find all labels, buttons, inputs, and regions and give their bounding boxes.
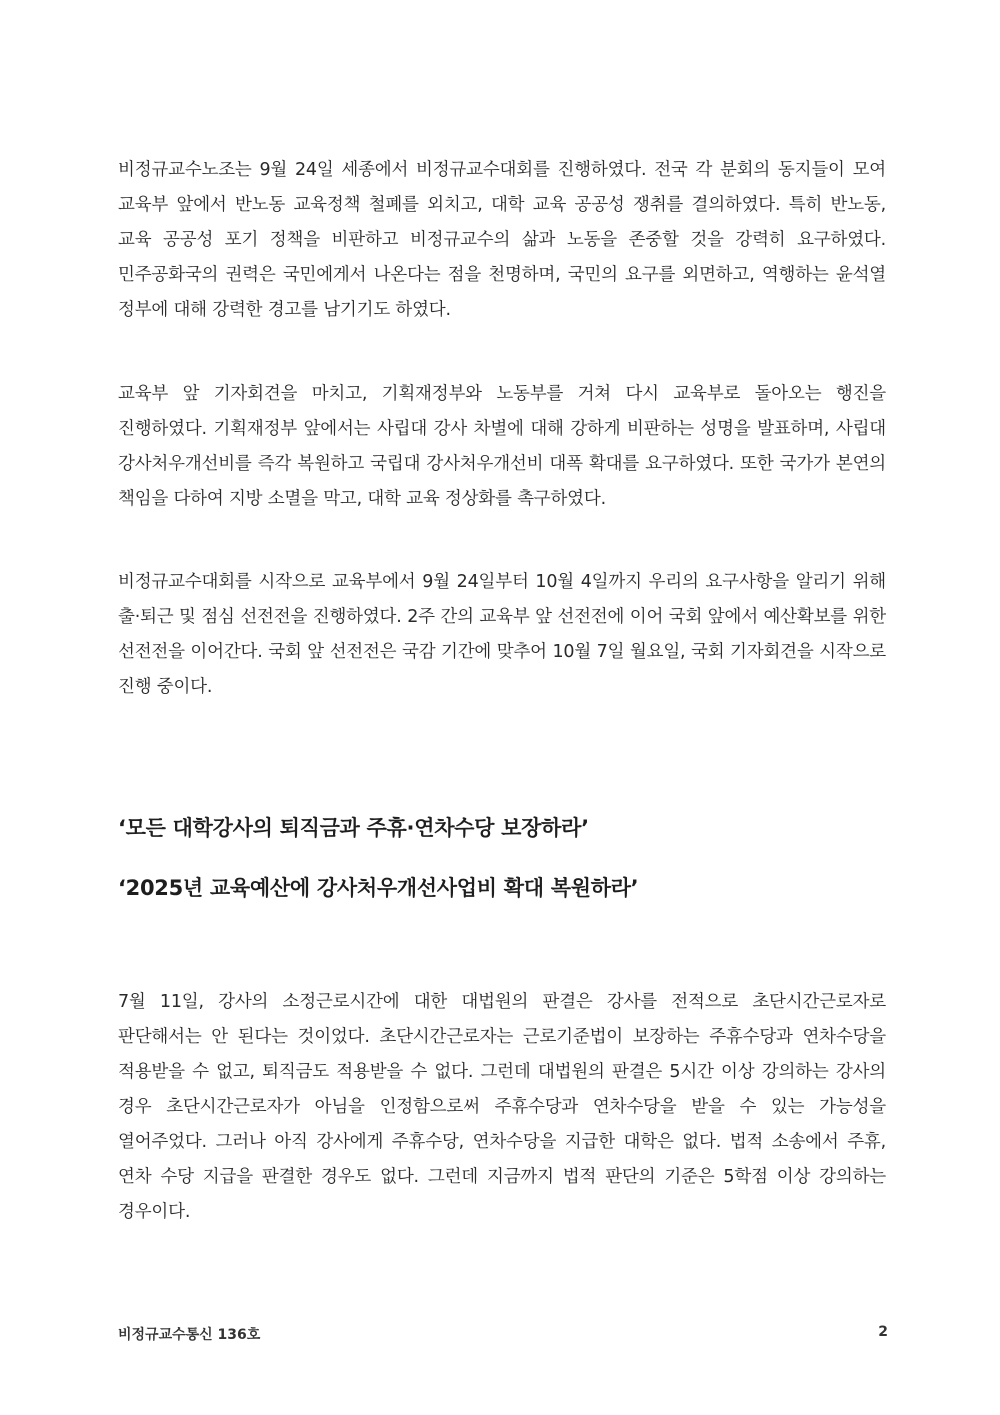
body-paragraph-1: 비정규교수노조는 9월 24일 세종에서 비정규교수대회를 진행하였다. 전국 각 분회의 동지들이 모여 교육부 앞에서 반노동 교육정책 철폐를 외치고, 대학 교육 공공성 쟁취를 결의하였다. 특히 반노동, 교육 공공성 포기 정책을 비판하고 비정규교수의 삶과 노동을 존중할 것을 강력히 요구하였다. 민주공화국의 권력은 국민에게서 나온다는 점을 천명하며, 국민의 요구를 외면하고, 역행하는 윤석열 정부에 대해 강력한 경고를 남기기도 하였다. (118, 160, 886, 320)
footer-publication: 비정규교수통신 136호 (118, 1327, 261, 1343)
body-paragraph-4: 7월 11일, 강사의 소정근로시간에 대한 대법원의 판결은 강사를 전적으로 초단시간근로자로 판단해서는 안 된다는 것이었다. 초단시간근로자는 근로기준법이 보장하는 주휴수당과 연차수당을 적용받을 수 없고, 퇴직금도 적용받을 수 없다. 그런데 대법원의 판결은 5시간 이상 강의하는 강사의 경우 초단시간근로자가 아님을 인정함으로써 주휴수당과 연차수당을 받을 수 있는 가능성을 열어주었다. 그러나 아직 강사에게 주휴수당, 연차수당을 지급한 대학은 없다. 법적 소송에서 주휴, 연차 수당 지급을 판결한 경우도 없다. 그런데 지금까지 법적 판단의 기준은 5학점 이상 강의하는 경우이다. (118, 992, 886, 1222)
body-paragraph-2: 교육부 앞 기자회견을 마치고, 기획재정부와 노동부를 거쳐 다시 교육부로 돌아오는 행진을 진행하였다. 기획재정부 앞에서는 사립대 강사 차별에 대해 강하게 비판하는 성명을 발표하며, 사립대 강사처우개선비를 즉각 복원하고 국립대 강사처우개선비 대폭 확대를 요구하였다. 또한 국가가 본연의 책임을 다하여 지방 소멸을 막고, 대학 교육 정상화를 촉구하였다. (118, 384, 886, 509)
section-heading-1: ‘모든 대학강사의 퇴직금과 주휴·연차수당 보장하라’ (118, 816, 589, 840)
body-paragraph-3: 비정규교수대회를 시작으로 교육부에서 9월 24일부터 10월 4일까지 우리의 요구사항을 알리기 위해 출·퇴근 및 점심 선전전을 진행하였다. 2주 간의 교육부 앞 선전전에 이어 국회 앞에서 예산확보를 위한 선전전을 이어간다. 국회 앞 선전전은 국감 기간에 맞추어 10월 7일 월요일, 국회 기자회견을 시작으로 진행 중이다. (118, 572, 886, 697)
footer-page-number: 2 (878, 1324, 888, 1340)
section-heading-2: ‘2025년 교육예산에 강사처우개선사업비 확대 복원하라’ (118, 876, 639, 900)
